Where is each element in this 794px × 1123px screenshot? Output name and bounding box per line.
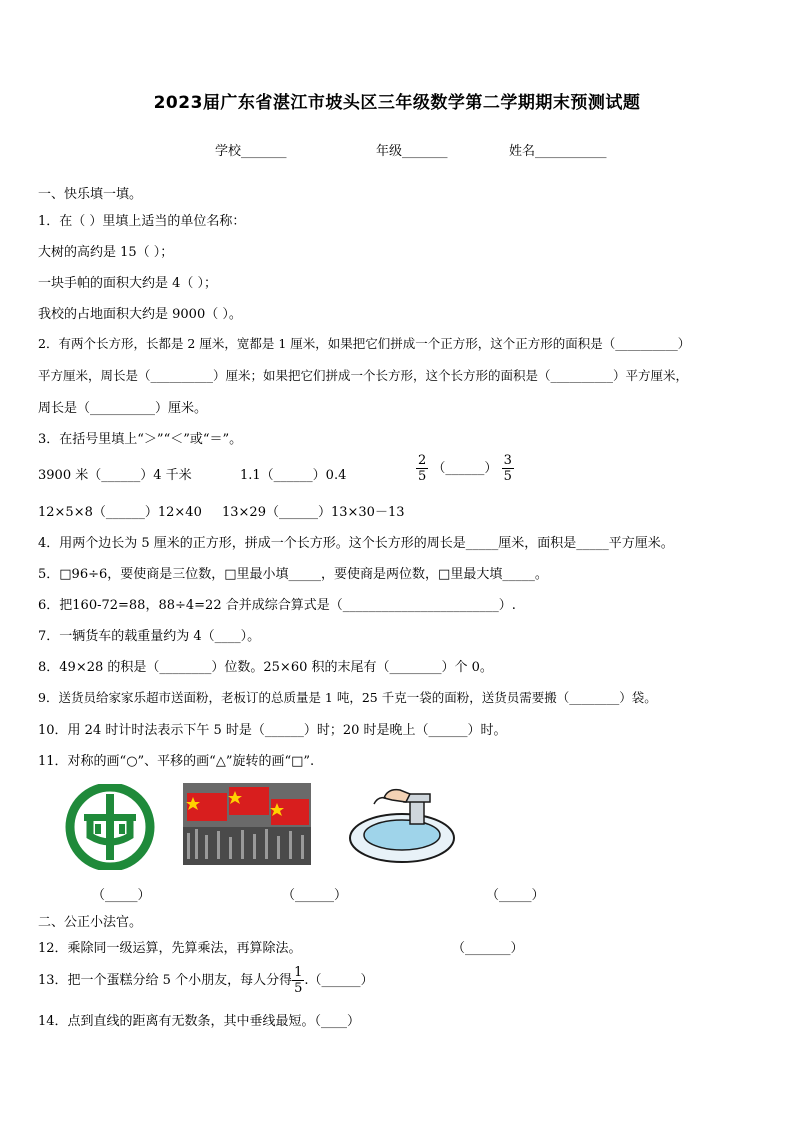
q2-line3: 周长是（__________）厘米。 — [38, 401, 208, 416]
q1-c: 我校的占地面积大约是 9000（ ）。 — [38, 307, 242, 322]
bank-logo-image — [62, 784, 158, 870]
fraction-3-5: $\frac{3}{5}$ — [503, 453, 512, 484]
q3-d: 12×5×8（______）12×40 — [38, 505, 202, 520]
q2-line1: 2．有两个长方形，长都是 2 厘米，宽都是 1 厘米，如果把它们拼成一个正方形，这个正方形的面积是（__________） — [38, 336, 691, 351]
q13-answer: .（______） — [304, 973, 374, 988]
q1-a: 大树的高约是 15（ ）； — [38, 245, 174, 260]
q2-line2: 平方厘米，周长是（__________）厘米；如果把它们拼成一个长方形，这个长方形的面积是（__________）平方厘米， — [38, 368, 689, 383]
faucet-sink-image — [344, 780, 460, 868]
q12-answer: （_______） — [452, 941, 524, 956]
q3-c — [416, 453, 514, 484]
grade-field: 年级_______ — [376, 144, 448, 159]
q12-text: 12．乘除同一级运算，先算乘法，再算除法。 — [38, 941, 302, 956]
q6: 6．把160-72=88，88÷4=22 合并成综合算式是（________________________）. — [38, 598, 516, 613]
section-1-heading: 一、快乐填一填。 — [38, 187, 143, 202]
q3-a: 3900 米（______）4 千米 — [38, 468, 192, 483]
q8: 8．49×28 的积是（________）位数。25×60 积的末尾有（________）个 0。 — [38, 660, 493, 675]
fraction-2-5: $\frac{2}{5}$ — [418, 453, 427, 484]
q3-c-blank: （______） — [432, 461, 498, 476]
q3-b: 1.1（______）0.4 — [240, 468, 347, 483]
q11-answer-1: （_____） — [92, 888, 151, 903]
q10: 10．用 24 时计时法表示下午 5 时是（______）时；20 时是晚上（______）时。 — [38, 723, 507, 738]
q1-b: 一块手帕的面积大约是 4（ ）； — [38, 276, 218, 291]
q7: 7．一辆货车的载重量约为 4（____）。 — [38, 629, 261, 644]
section-2-heading: 二、公正小法官。 — [38, 915, 143, 930]
q3-stem: 3．在括号里填上“＞”“＜”或“＝”。 — [38, 432, 243, 447]
q1-stem: 1．在（ ）里填上适当的单位名称： — [38, 214, 246, 229]
q13-text: 13．把一个蛋糕分给 5 个小朋友，每人分得 — [38, 973, 293, 988]
q4: 4．用两个边长为 5 厘米的正方形，拼成一个长方形。这个长方形的周长是_____厘米，面积是_____平方厘米。 — [38, 536, 674, 551]
flags-crowd-image — [183, 783, 311, 865]
q3-e: 13×29（______）13×30－13 — [222, 505, 405, 520]
q5: 5．□96÷6，要使商是三位数，□里最小填_____，要使商是两位数，□里最大填_____。 — [38, 567, 548, 582]
q11-answer-2: （______） — [282, 888, 348, 903]
q11-stem: 11．对称的画“○”、平移的画“△”旋转的画“□”. — [38, 754, 315, 769]
page-title: 2023届广东省湛江市坡头区三年级数学第二学期期末预测试题 — [153, 93, 641, 113]
q13 — [38, 965, 374, 996]
q14: 14．点到直线的距离有无数条，其中垂线最短。（____） — [38, 1014, 361, 1029]
name-field: 姓名___________ — [509, 144, 607, 159]
fraction-1-5: $\frac{1}{5}$ — [294, 965, 303, 996]
q11-answer-3: （_____） — [486, 888, 545, 903]
school-field: 学校_______ — [215, 144, 287, 159]
q9: 9．送货员给家家乐超市送面粉，老板订的总质量是 1 吨，25 千克一袋的面粉，送货员需要搬（________）袋。 — [38, 690, 657, 705]
